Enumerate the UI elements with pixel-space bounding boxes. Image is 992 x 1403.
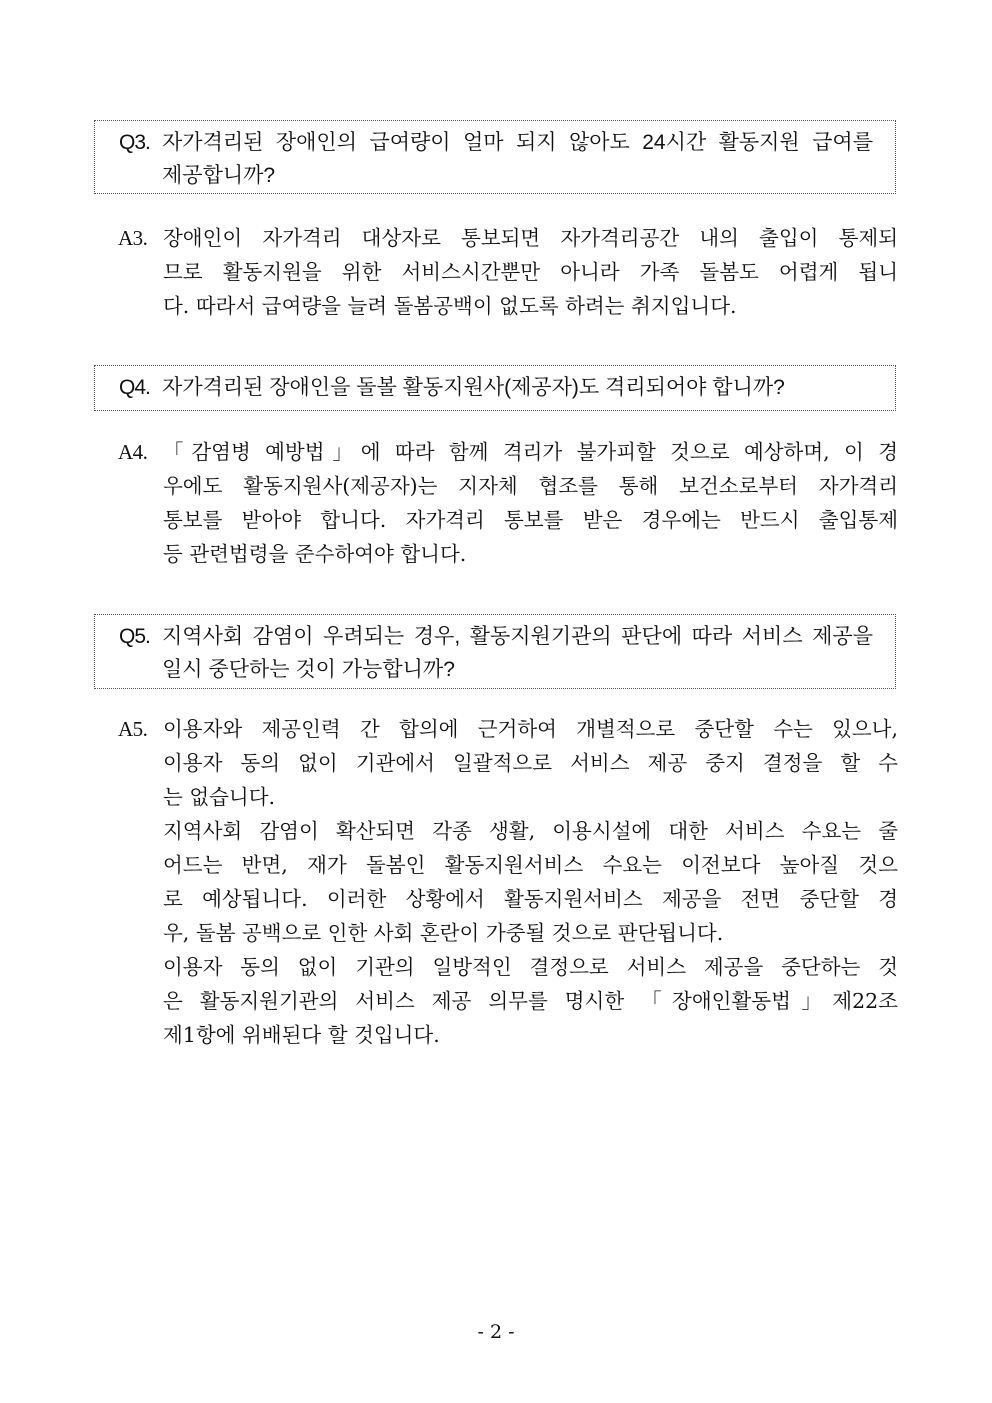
answer-block-a3 [118, 221, 898, 323]
answer-line: 이용자와 제공인력 간 합의에 근거하여 개별적으로 중단할 수는 있으나, [163, 717, 898, 741]
answer-line: 「감염병 예방법」에 따라 함께 격리가 불가피할 것으로 예상하며, 이 경 [163, 440, 898, 464]
answer-block-a5 [118, 712, 898, 1052]
answer-line: 이용자 동의 없이 기관에서 일괄적으로 서비스 제공 중지 결정을 할 수 [163, 751, 898, 775]
answer-line: 은 활동지원기관의 서비스 제공 의무를 명시한 「장애인활동법」제22조 [163, 989, 898, 1013]
answer-line: 우, 돌봄 공백으로 인한 사회 혼란이 가중될 것으로 판단됩니다. [163, 921, 724, 945]
question-label: Q5. [119, 625, 150, 648]
question-box-q4 [94, 365, 896, 411]
answer-line: 지역사회 감염이 확산되면 각종 생활, 이용시설에 대한 서비스 수요는 줄 [163, 819, 898, 843]
answer-line: 로 예상됩니다. 이러한 상황에서 활동지원서비스 제공을 전면 중단할 경 [163, 887, 898, 911]
question-box-q3 [94, 120, 896, 194]
question-text [162, 126, 873, 192]
answer-text [163, 712, 898, 1052]
answer-line: 등 관련법령을 준수하여야 합니다. [163, 542, 467, 566]
question-line: 일시 중단하는 것이 가능합니까? [162, 658, 455, 681]
answer-label: A4. [118, 440, 148, 464]
answer-label: A5. [118, 717, 148, 741]
answer-line: 제1항에 위배된다 할 것입니다. [163, 1023, 440, 1047]
answer-text [163, 435, 898, 571]
answer-line: 이용자 동의 없이 기관의 일방적인 결정으로 서비스 제공을 중단하는 것 [163, 955, 898, 979]
answer-line: 우에도 활동지원사(제공자)는 지자체 협조를 통해 보건소로부터 자가격리 [163, 474, 898, 498]
answer-text [163, 221, 898, 323]
answer-line: 어드는 반면, 재가 돌봄인 활동지원서비스 수요는 이전보다 높아질 것으 [163, 853, 898, 877]
page-number: - 2 - [477, 1321, 515, 1343]
answer-label: A3. [118, 226, 148, 250]
question-line: 제공합니까? [162, 164, 276, 187]
answer-block-a4 [118, 435, 898, 571]
answer-line: 다. 따라서 급여량을 늘려 돌봄공백이 없도록 하려는 취지입니다. [163, 294, 737, 318]
question-text [162, 620, 873, 686]
question-line: 자가격리된 장애인의 급여량이 얼마 되지 않아도 24시간 활동지원 급여를 [162, 131, 873, 154]
question-line: 지역사회 감염이 우려되는 경우, 활동지원기관의 판단에 따라 서비스 제공을 [162, 625, 873, 648]
answer-line: 는 없습니다. [163, 785, 276, 809]
question-box-q5 [94, 614, 896, 689]
answer-line: 므로 활동지원을 위한 서비스시간뿐만 아니라 가족 돌봄도 어렵게 됩니 [163, 260, 898, 284]
question-text [162, 371, 873, 404]
question-label: Q3. [119, 131, 150, 154]
question-line: 자가격리된 장애인을 돌볼 활동지원사(제공자)도 격리되어야 합니까? [162, 376, 785, 399]
answer-line: 통보를 받아야 합니다. 자가격리 통보를 받은 경우에는 반드시 출입통제 [163, 508, 898, 532]
answer-line: 장애인이 자가격리 대상자로 통보되면 자가격리공간 내의 출입이 통제되 [163, 226, 898, 250]
question-label: Q4. [119, 376, 150, 399]
